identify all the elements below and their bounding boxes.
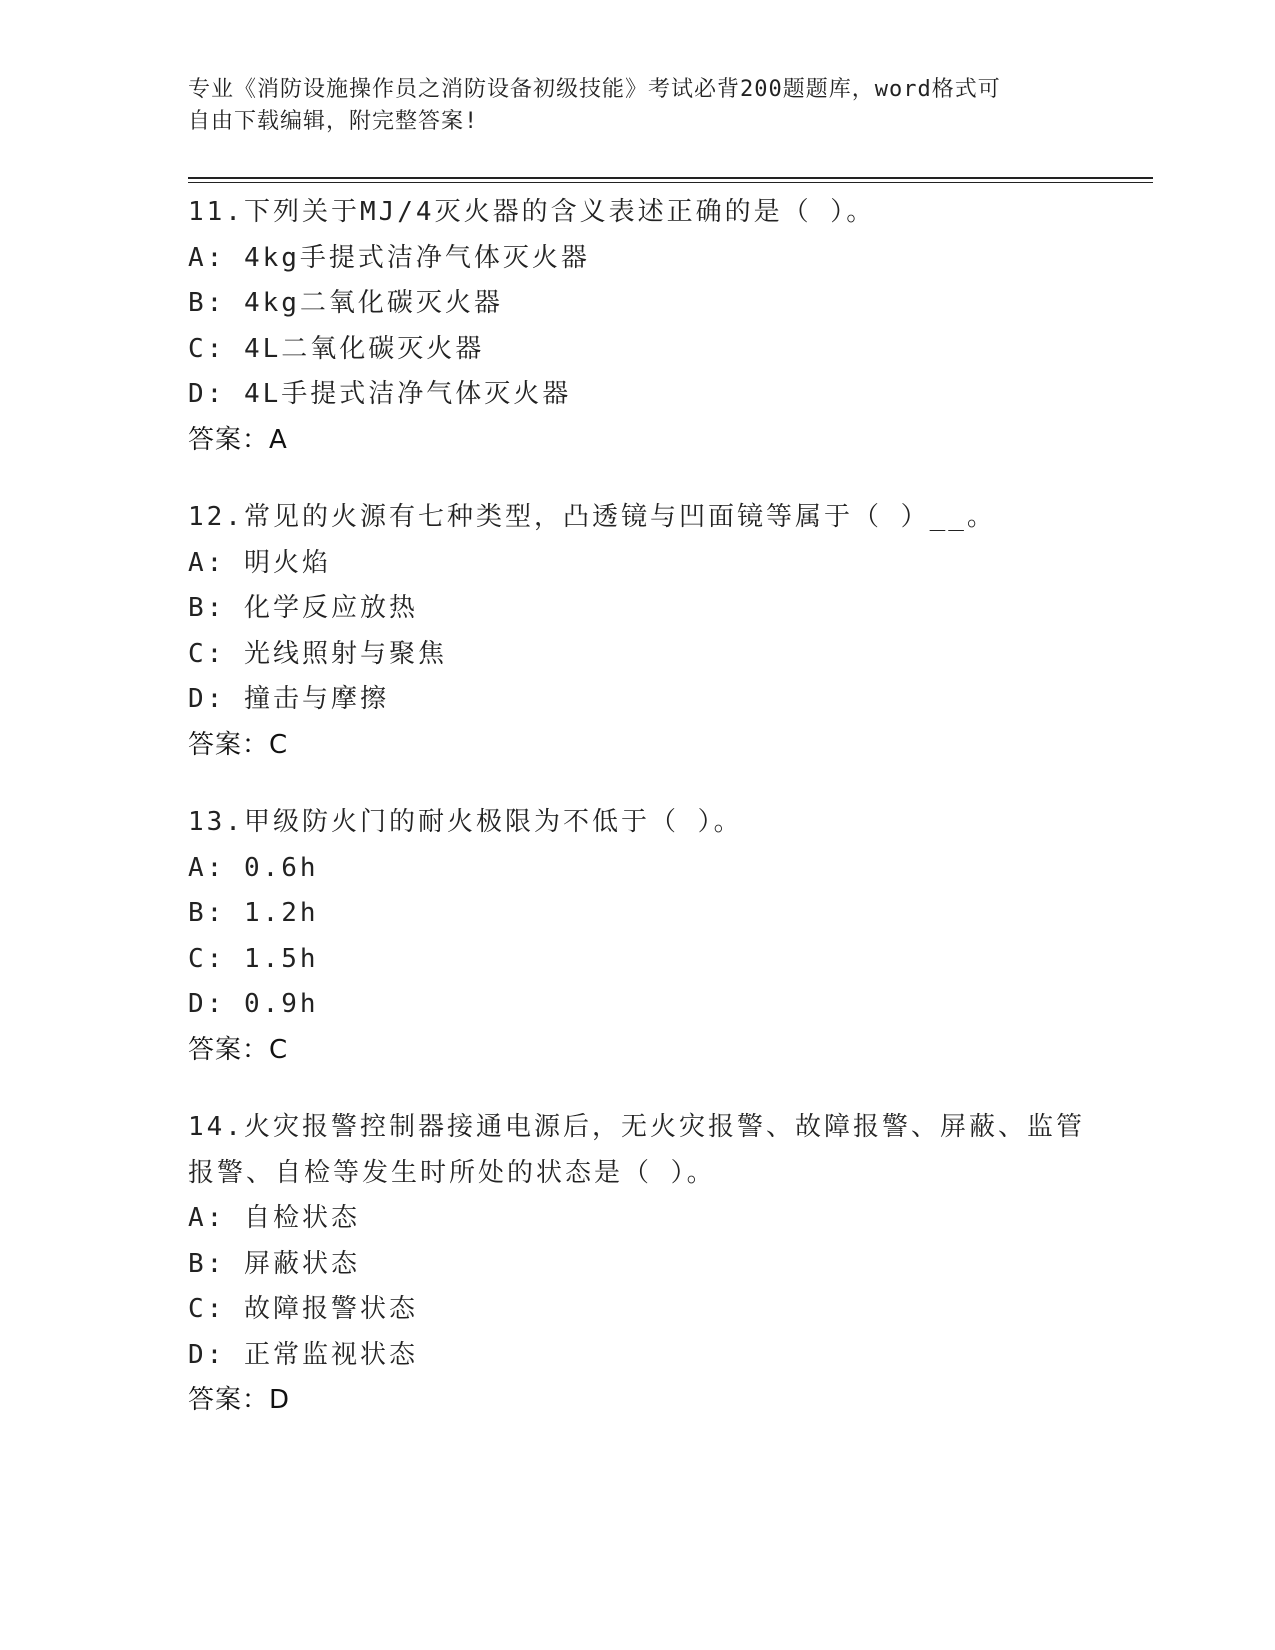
question-stem: 11.下列关于MJ/4灭火器的含义表述正确的是（ ）。 xyxy=(188,197,876,227)
option-a: A: 4kg手提式洁净气体灭火器 xyxy=(188,242,590,273)
option-b: B: 4kg二氧化碳灭火器 xyxy=(188,288,503,318)
document-header xyxy=(188,74,1068,138)
option-c: C: 1.5h xyxy=(188,943,319,974)
answer-line: 答案：D xyxy=(188,1385,291,1415)
question-list xyxy=(188,190,1088,1456)
option-d: D: 正常监视状态 xyxy=(188,1339,418,1370)
option-b: B: 屏蔽状态 xyxy=(188,1248,360,1279)
answer-line: 答案：A xyxy=(188,424,288,455)
question-14 xyxy=(188,1105,1088,1424)
option-c: C: 光线照射与聚焦 xyxy=(188,638,447,669)
option-a: A: 自检状态 xyxy=(188,1203,360,1233)
question-11 xyxy=(188,190,1088,463)
option-a: A: 0.6h xyxy=(188,852,319,883)
question-13 xyxy=(188,800,1088,1073)
option-c: C: 故障报警状态 xyxy=(188,1294,418,1324)
header-line-2: 自由下载编辑，附完整答案! xyxy=(188,109,479,134)
option-d: D: 4L手提式洁净气体灭火器 xyxy=(188,379,572,409)
answer-line: 答案：C xyxy=(188,729,289,760)
option-b: B: 化学反应放热 xyxy=(188,593,418,623)
option-b: B: 1.2h xyxy=(188,898,319,928)
header-line-1: 专业《消防设施操作员之消防设备初级技能》考试必背200题题库，word格式可 xyxy=(188,77,1001,102)
option-d: D: 撞击与摩擦 xyxy=(188,684,389,714)
question-stem-line-1: 14.火灾报警控制器接通电源后，无火灾报警、故障报警、屏蔽、监管 xyxy=(188,1112,1085,1142)
option-d: D: 0.9h xyxy=(188,989,319,1019)
answer-line: 答案：C xyxy=(188,1034,289,1065)
question-stem: 13.甲级防火门的耐火极限为不低于（ ）。 xyxy=(188,807,743,837)
question-12 xyxy=(188,495,1088,768)
option-a: A: 明火焰 xyxy=(188,547,331,578)
header-divider-thick xyxy=(188,177,1153,179)
option-c: C: 4L二氧化碳灭火器 xyxy=(188,333,485,364)
header-divider-thin xyxy=(188,182,1153,183)
question-stem-line-2: 报警、自检等发生时所处的状态是（ ）。 xyxy=(188,1157,716,1188)
question-stem: 12.常见的火源有七种类型，凸透镜与凹面镜等属于（ ）__。 xyxy=(188,502,996,532)
